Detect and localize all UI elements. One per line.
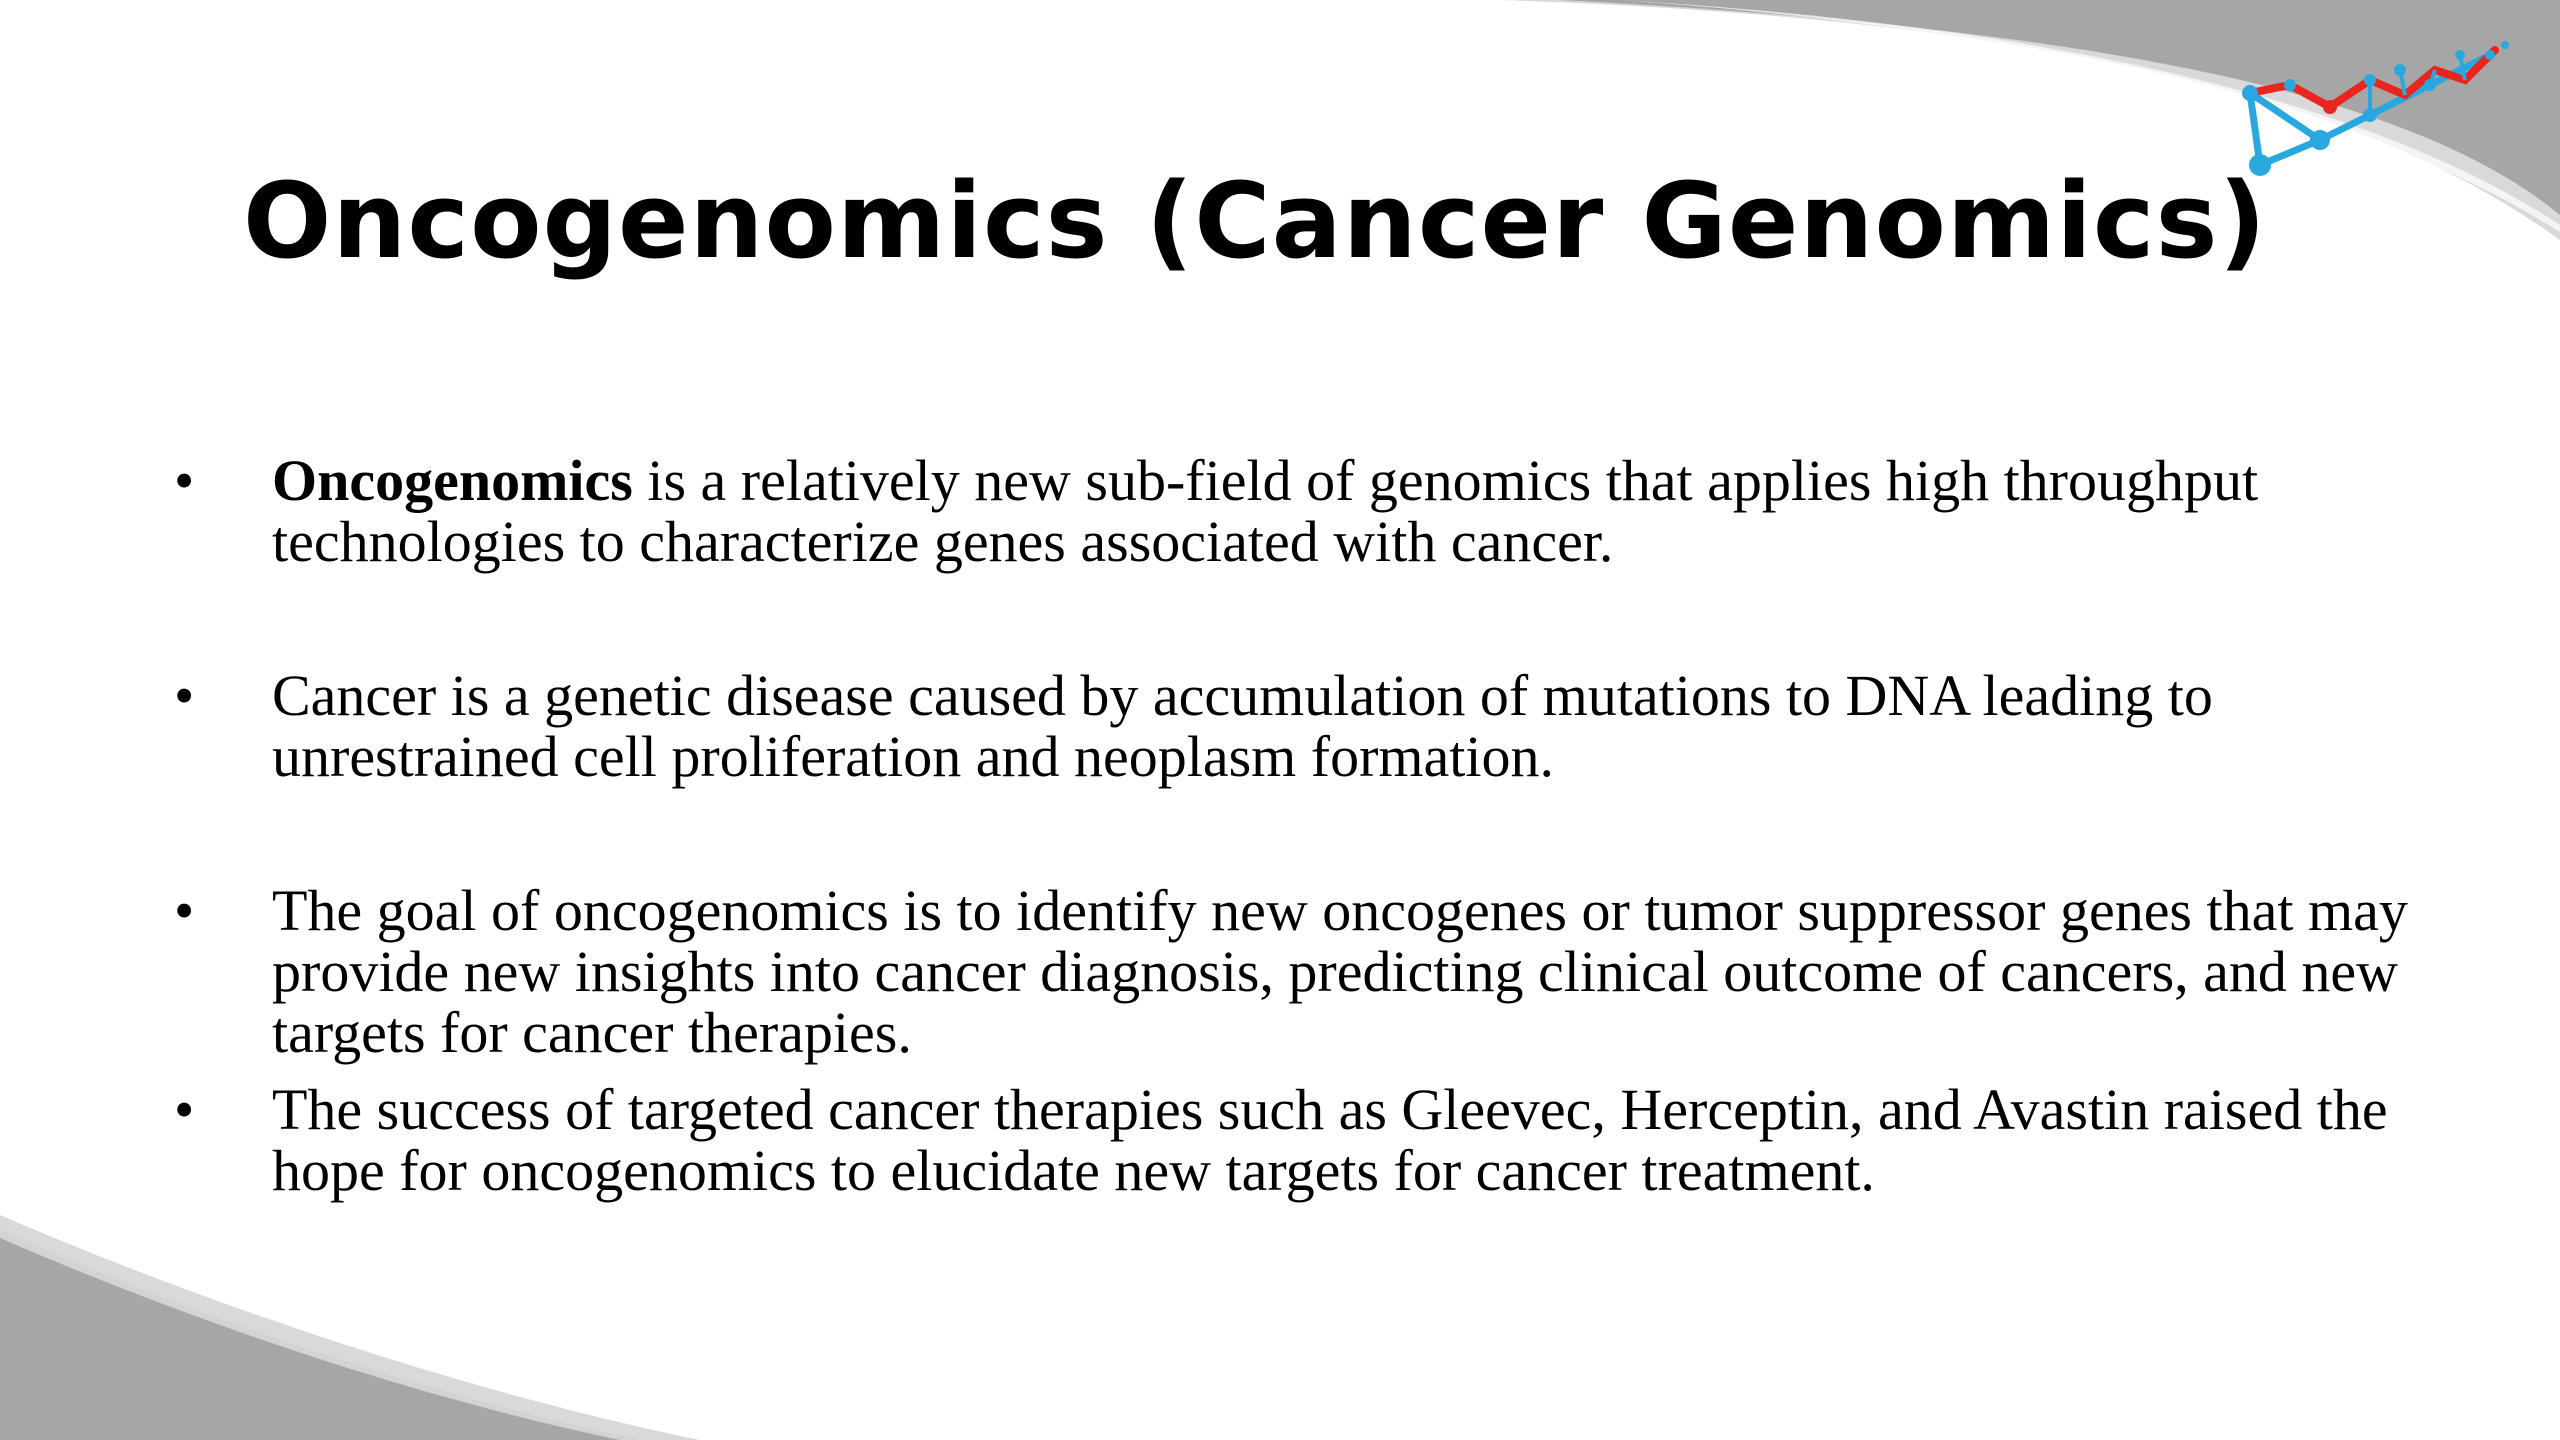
bullet-dot: • — [174, 448, 195, 513]
bullet-text — [272, 448, 2258, 574]
bullet-dot: • — [174, 878, 195, 943]
bullet-item — [170, 665, 2430, 787]
bullet-bold-term: Oncogenomics — [272, 448, 633, 513]
bullet-item — [170, 880, 2430, 1063]
bullet-text: The goal of oncogenomics is to identify new oncogenes or tumor suppressor genes that may provide new insights into cancer diagnosis, predicting clinical outcome of cancers, and new targets for cancer therapies. — [272, 878, 2408, 1065]
slide-title: Oncogenomics (Cancer Genomics) — [242, 160, 2268, 282]
bullet-dot: • — [174, 1077, 195, 1142]
bullet-item — [170, 1079, 2430, 1201]
bullet-text: Cancer is a genetic disease caused by accumulation of mutations to DNA leading to unrestrained cell proliferation and neoplasm formation. — [272, 663, 2213, 789]
bullet-item — [170, 450, 2430, 572]
bullet-dot: • — [174, 663, 195, 728]
bullet-body: is a relatively new sub-field of genomics that applies high throughput technologies to characterize genes associated with cancer. — [272, 448, 2259, 574]
bullet-list — [170, 450, 2430, 1201]
bullet-text: The success of targeted cancer therapies such as Gleevec, Herceptin, and Avastin raised the hope for oncogenomics to elucidate new targets for cancer treatment. — [272, 1077, 2388, 1203]
